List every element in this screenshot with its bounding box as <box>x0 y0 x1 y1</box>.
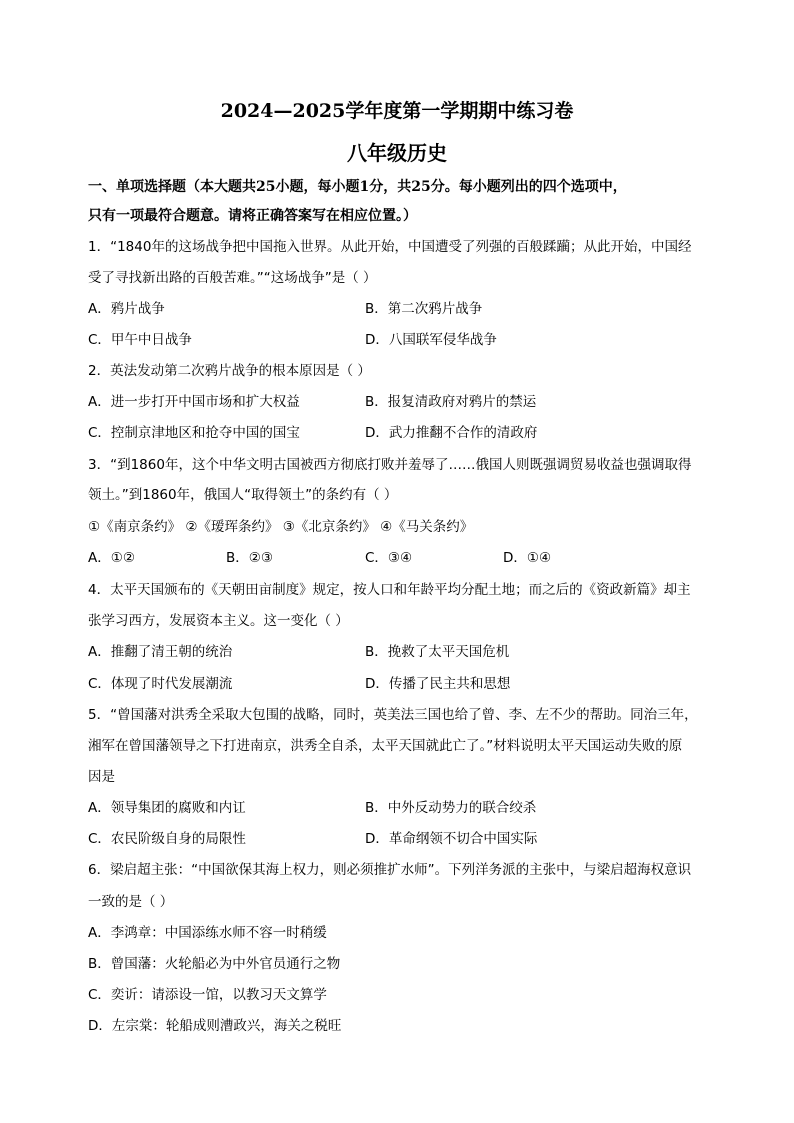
q4-option-b: B．挽救了太平天国危机 <box>365 644 510 660</box>
q2-option-d: D．武力推翻不合作的清政府 <box>365 425 538 441</box>
q1-option-a: A．鸦片战争 <box>88 301 165 317</box>
section-heading: 一、单项选择题（本大题共25小题，每小题1分，共25分。每小题列出的四个选项中， <box>88 179 627 195</box>
q1-stem: 1．“1840年的这场战争把中国拖入世界。从此开始，中国遭受了列强的百般蹂躏；从此开始，中国经 <box>88 239 692 255</box>
q5-option-d: D．革命纲领不切合中国实际 <box>365 831 538 847</box>
q3-option-b: B．②③ <box>226 550 273 566</box>
q5-stem: 5．“曾国藩对洪秀全采取大包围的战略，同时，英美法三国也给了曾、李、左不少的帮助。同治三年， <box>88 707 698 723</box>
q1-stem-cont: 受了寻找新出路的百般苦难。”“这场战争”是（ ） <box>88 270 377 286</box>
q5-option-c: C．农民阶级自身的局限性 <box>88 831 246 847</box>
q6-option-b: B．曾国藩：火轮船必为中外官员通行之物 <box>88 956 341 972</box>
q3-option-c: C．③④ <box>365 550 413 566</box>
q4-stem-cont: 张学习西方，发展资本主义。这一变化（ ） <box>88 613 349 629</box>
q3-option-a: A．①② <box>88 550 135 566</box>
q4-option-d: D．传播了民主共和思想 <box>365 676 511 692</box>
page-subtitle: 八年级历史 <box>347 141 447 165</box>
q5-stem-cont2: 因是 <box>88 769 115 785</box>
q5-option-a: A．领导集团的腐败和内讧 <box>88 800 246 816</box>
q5-stem-cont: 湘军在曾国藩领导之下打进南京，洪秀全自杀，太平天国就此亡了。”材料说明太平天国运动失败的原 <box>88 738 683 754</box>
q4-option-c: C．体现了时代发展潮流 <box>88 676 233 692</box>
q1-option-d: D．八国联军侵华战争 <box>365 332 497 348</box>
q4-option-a: A．推翻了清王朝的统治 <box>88 644 233 660</box>
q2-option-a: A．进一步打开中国市场和扩大权益 <box>88 394 300 410</box>
q6-stem-cont: 一致的是（ ） <box>88 894 174 910</box>
q6-option-d: D．左宗棠：轮船成则漕政兴，海关之税旺 <box>88 1018 342 1034</box>
q1-option-b: B．第二次鸦片战争 <box>365 301 483 317</box>
q3-stem-cont: 领土。”到1860年，俄国人“取得领土”的条约有（ ） <box>88 487 398 503</box>
q2-stem: 2．英法发动第二次鸦片战争的根本原因是（ ） <box>88 363 371 379</box>
q3-option-d: D．①④ <box>503 550 552 566</box>
q2-option-b: B．报复清政府对鸦片的禁运 <box>365 394 537 410</box>
q2-option-c: C．控制京津地区和抢夺中国的国宝 <box>88 425 300 441</box>
q6-option-c: C．奕䜣：请添设一馆，以教习天文算学 <box>88 987 327 1003</box>
section-heading-cont: 只有一项最符合题意。请将正确答案写在相应位置。） <box>88 208 417 224</box>
q5-option-b: B．中外反动势力的联合绞杀 <box>365 800 537 816</box>
q1-option-c: C．甲午中日战争 <box>88 332 192 348</box>
q6-stem: 6．梁启超主张：“中国欲保其海上权力，则必须推扩水师”。下列洋务派的主张中，与梁启超海权意识 <box>88 862 692 878</box>
q4-stem: 4．太平天国颁布的《天朝田亩制度》规定，按人口和年龄平均分配土地；而之后的《资政新篇》却主 <box>88 582 691 598</box>
q6-option-a: A．李鸿章：中国添练水师不容一时稍缓 <box>88 925 327 941</box>
q3-items: ①《南京条约》 ②《瑷珲条约》 ③《北京条约》 ④《马关条约》 <box>88 519 474 535</box>
page-title: 2024—2025学年度第一学期期中练习卷 <box>220 100 574 122</box>
q3-stem: 3．“到1860年，这个中华文明古国被西方彻底打败并羞辱了……俄国人则既强调贸易收益也强调取得 <box>88 457 692 473</box>
